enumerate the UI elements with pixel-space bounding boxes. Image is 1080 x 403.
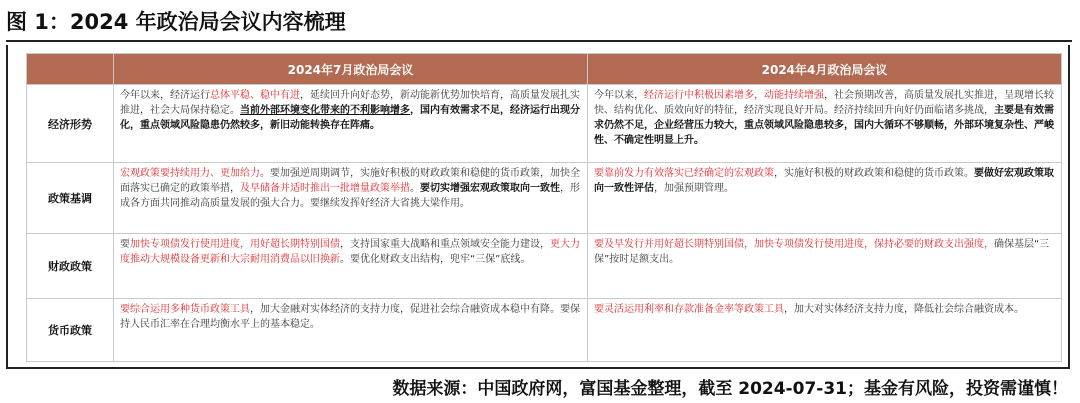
april-cell bbox=[588, 299, 1062, 362]
text-segment: 。 bbox=[410, 183, 420, 194]
header-april: 2024年4月政治局会议 bbox=[588, 54, 1062, 85]
figure-title: 图 1：2024 年政治局会议内容梳理 bbox=[6, 10, 346, 34]
text-segment: 今年以来，经济运行 bbox=[120, 90, 210, 101]
title-divider bbox=[6, 40, 1072, 42]
july-cell bbox=[114, 234, 588, 299]
april-cell bbox=[588, 163, 1062, 234]
july-cell bbox=[114, 163, 588, 234]
text-segment: 当前外部环境变化带来的不利影响增多 bbox=[240, 105, 410, 116]
text-segment: ，延续回升向好态势，新动能新优势加快培育，高质量发展扎实推进，社会大局保持稳定。 bbox=[120, 90, 580, 116]
text-segment: ，社会预期改善，高质量发展扎实推进，呈现增长较快、结构优化、质效向好的特征，经济实现良好开局。经济持续回升向好仍面临诸多挑战， bbox=[594, 90, 1054, 116]
text-segment: ，加强预期管理。 bbox=[654, 183, 734, 194]
july-cell bbox=[114, 85, 588, 163]
row-label: 财政政策 bbox=[27, 234, 114, 299]
text-segment: 。要加强逆周期调节，实施好积极的财政政策和稳健的货币政策，加快全面落实已确定的政策举措， bbox=[120, 168, 580, 194]
table-row bbox=[27, 234, 1062, 299]
header-july: 2024年7月政治局会议 bbox=[114, 54, 588, 85]
table-row bbox=[27, 299, 1062, 362]
text-segment: 要及早发行并用好超长期特别国债，加快专项债发行使用进度，保持必要的财政支出强度， bbox=[594, 239, 994, 250]
table-row bbox=[27, 163, 1062, 234]
header-corner bbox=[27, 54, 114, 85]
text-segment: 要切实增强宏观政策取向一致性 bbox=[420, 183, 560, 194]
text-segment: ，国内有效需求不足，经济运行出现分化，重点领域风险隐患仍然较多，新旧动能转换存在阵痛。 bbox=[120, 105, 580, 131]
header-row bbox=[27, 54, 1062, 85]
source-footnote: 数据来源：中国政府网，富国基金整理，截至 2024-07-31；基金有风险，投资需谨慎！ bbox=[392, 379, 1068, 399]
table-row bbox=[27, 85, 1062, 163]
text-segment: 加快专项债发行使用进度，用好超长期特别国债 bbox=[130, 239, 340, 250]
text-segment: 主要是有效需求仍然不足，企业经营压力较大，重点领域风险隐患较多，国内大循环不够顺畅，外部环境复杂性、严峻性、不确定性明显上升。 bbox=[594, 105, 1054, 146]
text-segment: ，加大对实体经济支持力度，降低社会综合融资成本。 bbox=[784, 304, 1024, 315]
text-segment: 及早储备并适时推出一批增量政策举措 bbox=[240, 183, 410, 194]
text-segment: 确保基层“三保”按时足额支出。 bbox=[594, 239, 1050, 265]
text-segment: 。要优化财政支出结构，兜牢“三保”底线。 bbox=[340, 254, 531, 265]
text-segment: ，加大金融对实体经济的支持力度，促进社会综合融资成本稳中有降。要保持人民币汇率在合理均衡水平上的基本稳定。 bbox=[120, 304, 580, 330]
text-segment: 经济运行中积极因素增多，动能持续增强 bbox=[644, 90, 824, 101]
row-label: 政策基调 bbox=[27, 163, 114, 234]
text-segment: 今年以来， bbox=[594, 90, 644, 101]
text-segment: 要灵活运用利率和存款准备金率等政策工具 bbox=[594, 304, 784, 315]
text-segment: 宏观政策要持续用力、更加给力 bbox=[120, 168, 260, 179]
text-segment: 要靠前发力有效落实已经确定的宏观政策 bbox=[594, 168, 774, 179]
text-segment: ，支持国家重大战略和重点领域安全能力建设， bbox=[340, 239, 550, 250]
text-segment: ，形成各方面共同推动高质量发展的强大合力。要继续发挥好经济大省挑大梁作用。 bbox=[120, 183, 580, 209]
april-cell bbox=[588, 85, 1062, 163]
row-label: 货币政策 bbox=[27, 299, 114, 362]
text-segment: 要 bbox=[120, 239, 130, 250]
row-label: 经济形势 bbox=[27, 85, 114, 163]
text-segment: 要综合运用多种货币政策工具 bbox=[120, 304, 250, 315]
text-segment: 要做好宏观政策取向一致性评估 bbox=[594, 168, 1054, 194]
april-cell bbox=[588, 234, 1062, 299]
text-segment: 更大力度推动大规模设备更新和大宗耐用消费品以旧换新 bbox=[120, 239, 580, 265]
text-segment: 总体平稳、稳中有进 bbox=[210, 90, 300, 101]
july-cell bbox=[114, 299, 588, 362]
comparison-table bbox=[26, 53, 1062, 362]
text-segment: ，实施好积极的财政政策和稳健的货币政策。 bbox=[774, 168, 974, 179]
